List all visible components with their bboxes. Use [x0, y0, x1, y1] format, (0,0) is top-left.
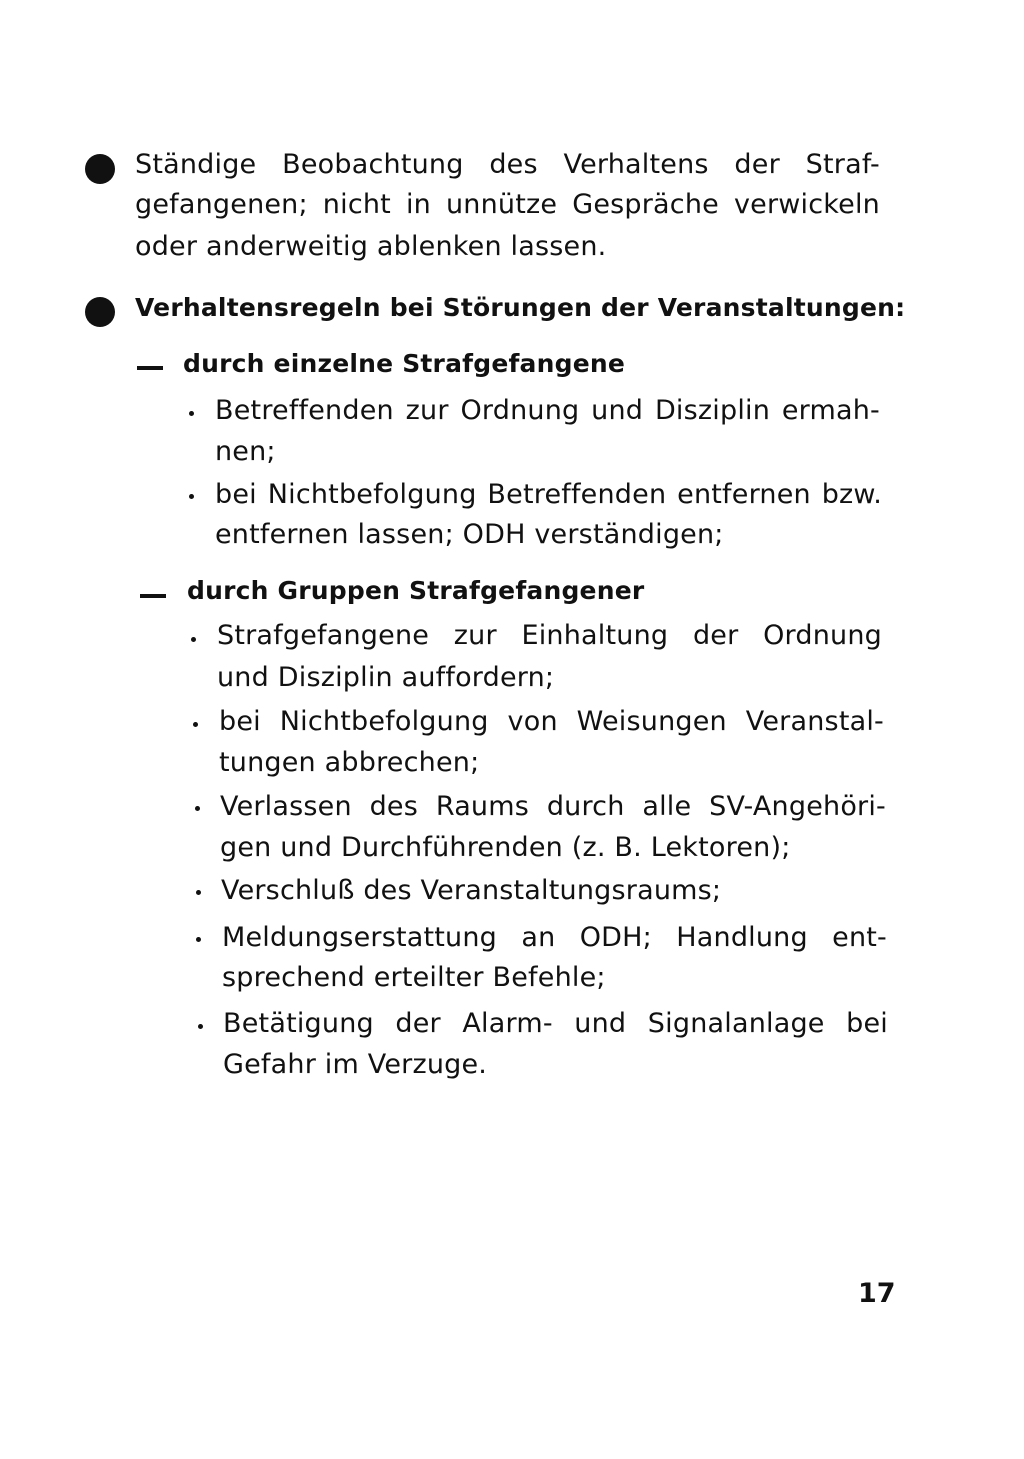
- page-number: 17: [858, 1278, 896, 1309]
- section2-heading: Verhaltensregeln bei Störungen der Veranstaltungen:: [135, 293, 906, 322]
- sub2-item6-line2: Gefahr im Verzuge.: [223, 1049, 488, 1080]
- sub1-item1-line1: Betreffenden zur Ordnung und Disziplin ermah-: [215, 395, 880, 426]
- sub2-item3-line2: gen und Durchführenden (z. B. Lektoren);: [220, 832, 791, 863]
- bullet-dot-small: [191, 637, 196, 642]
- sub2-heading: durch Gruppen Strafgefangener: [187, 576, 645, 605]
- sub1-heading: durch einzelne Strafgefangene: [183, 349, 626, 378]
- dash-marker: [140, 594, 166, 598]
- sub2-item6-line1: Betätigung der Alarm- und Signalanlage bei: [223, 1008, 888, 1039]
- section1-line3: oder anderweitig ablenken lassen.: [135, 231, 607, 262]
- sub2-item1-line1: Strafgefangene zur Einhaltung der Ordnung: [217, 620, 882, 651]
- bullet-dot-small: [196, 890, 201, 895]
- bullet-dot-large: [85, 297, 115, 327]
- sub2-item2-line1: bei Nichtbefolgung von Weisungen Veranstal-: [219, 706, 884, 737]
- sub1-item2-line2: entfernen lassen; ODH verständigen;: [215, 519, 724, 550]
- sub1-item2-line1: bei Nichtbefolgung Betreffenden entfernen bzw.: [215, 479, 882, 510]
- bullet-dot-small: [193, 722, 198, 727]
- section1-line2: gefangenen; nicht in unnütze Gespräche verwickeln: [135, 189, 880, 220]
- bullet-dot-small: [189, 494, 194, 499]
- sub1-item1-line2: nen;: [215, 436, 276, 467]
- sub2-item1-line2: und Disziplin auffordern;: [217, 662, 555, 693]
- section1-line1: Ständige Beobachtung des Verhaltens der Straf-: [135, 149, 880, 180]
- sub2-item5-line2: sprechend erteilter Befehle;: [222, 962, 606, 993]
- dash-marker: [137, 366, 163, 370]
- sub2-item4-line1: Verschluß des Veranstaltungsraums;: [221, 875, 722, 906]
- bullet-dot-large: [85, 154, 115, 184]
- bullet-dot-small: [189, 411, 194, 416]
- sub2-item3-line1: Verlassen des Raums durch alle SV-Angehöri-: [220, 791, 886, 822]
- bullet-dot-small: [198, 1024, 203, 1029]
- sub2-item5-line1: Meldungserstattung an ODH; Handlung ent-: [222, 922, 887, 953]
- sub2-item2-line2: tungen abbrechen;: [219, 747, 480, 778]
- bullet-dot-small: [195, 806, 200, 811]
- bullet-dot-small: [196, 937, 201, 942]
